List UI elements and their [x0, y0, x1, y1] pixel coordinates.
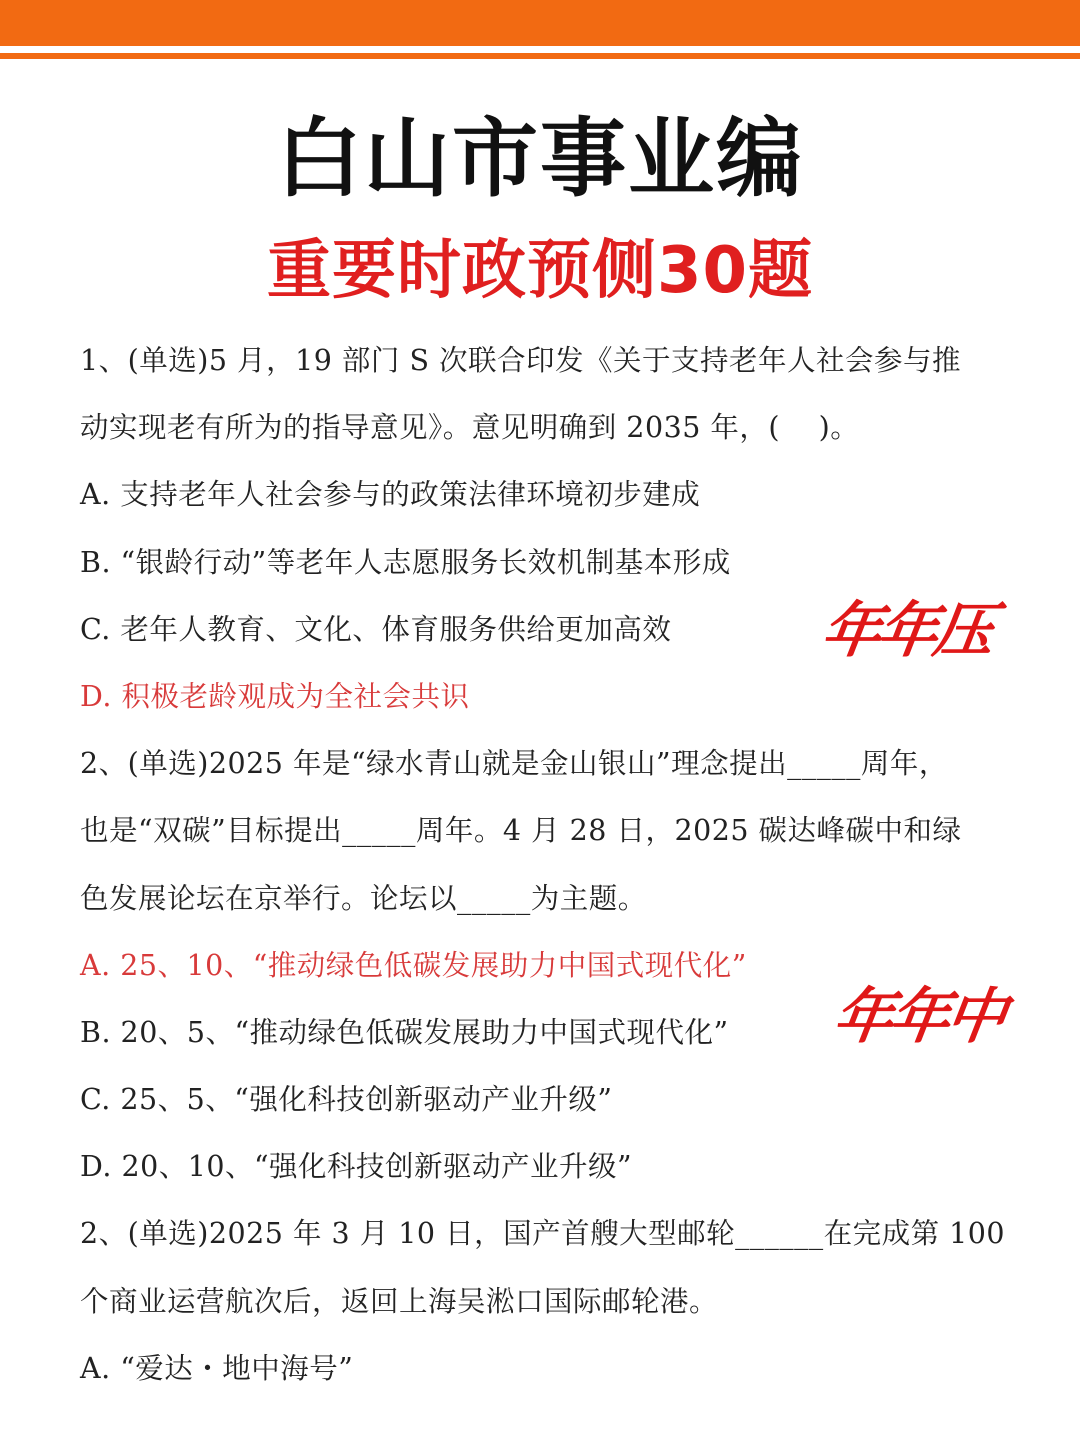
top-orange-bar: [0, 0, 1080, 46]
question-2-stem-line-3: 色发展论坛在京举行。论坛以_____为主题。: [80, 881, 647, 915]
question-2-option-c: C. 25、5、“强化科技创新驱动产业升级”: [80, 1083, 613, 1117]
question-1-stem-line-1: 1、(单选)5 月，19 部门 S 次联合印发《关于支持老年人社会参与推: [80, 344, 962, 377]
question-2-option-a-answer: A. 25、10、“推动绿色低碳发展助力中国式现代化”: [80, 948, 747, 982]
question-1-option-d-answer: D. 积极老龄观成为全社会共识: [80, 679, 470, 713]
stamp-nian-nian-zhong: 年年中: [829, 982, 1007, 1052]
question-1-option-b: B. “银龄行动”等老年人志愿服务长效机制基本形成: [80, 545, 731, 579]
stamp-nian-nian-ya: 年年压: [817, 596, 995, 666]
page-subtitle: 重要时政预侧30题: [266, 234, 814, 308]
question-3-stem-line-2: 个商业运营航次后，返回上海吴淞口国际邮轮港。: [80, 1284, 719, 1318]
question-2-stem-line-1: 2、(单选)2025 年是“绿水青山就是金山银山”理念提出_____周年，: [80, 747, 948, 781]
question-2-option-d: D. 20、10、“强化科技创新驱动产业升级”: [80, 1150, 633, 1184]
question-list: [80, 327, 1006, 1402]
page-title: 白山市事业编: [276, 109, 804, 209]
question-1-stem-line-2: 动实现老有所为的指导意见》。意见明确到 2035 年，( )。: [80, 411, 860, 445]
question-1-option-c: C. 老年人教育、文化、体育服务供给更加高效: [80, 612, 672, 646]
question-3-option-a: A. “爱达・地中海号”: [80, 1351, 354, 1385]
question-1-option-a: A. 支持老年人社会参与的政策法律环境初步建成: [80, 478, 701, 512]
top-orange-rule: [0, 53, 1080, 59]
question-3-stem-line-1: 2、(单选)2025 年 3 月 10 日，国产首艘大型邮轮______在完成第 100: [80, 1217, 1006, 1251]
question-2-stem-line-2: 也是“双碳”目标提出_____周年。4 月 28 日，2025 碳达峰碳中和绿: [80, 814, 962, 848]
question-2-option-b: B. 20、5、“推动绿色低碳发展助力中国式现代化”: [80, 1015, 729, 1049]
